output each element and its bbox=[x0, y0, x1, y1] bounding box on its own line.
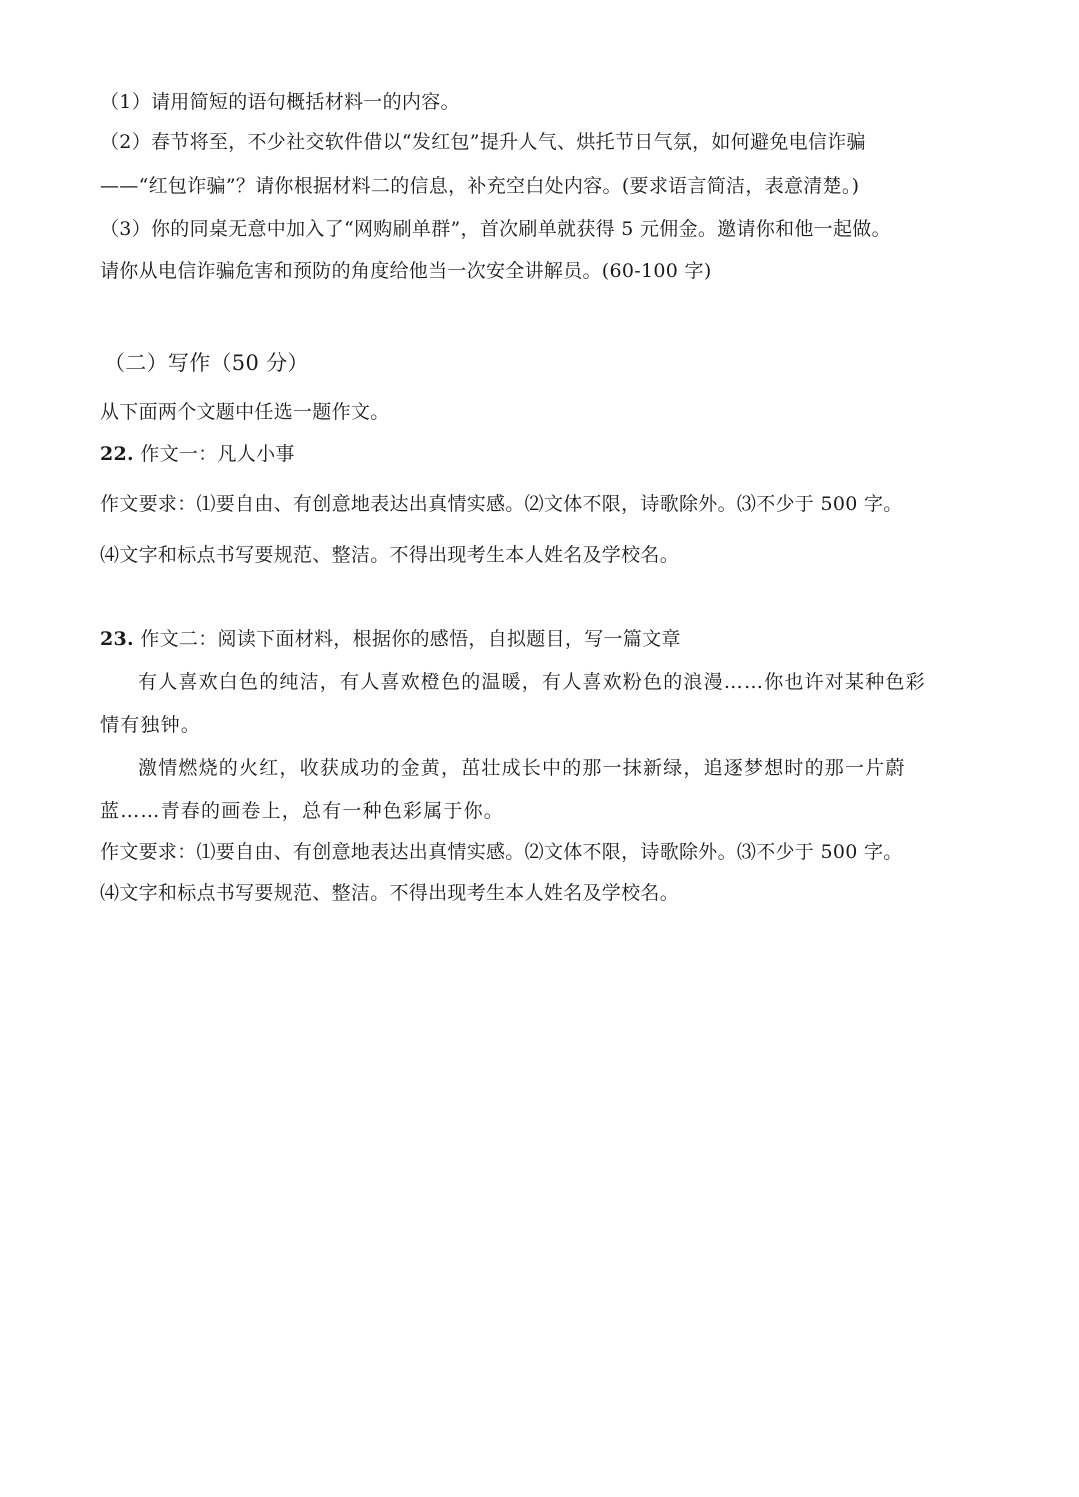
essay-2-number: 23. bbox=[100, 628, 134, 650]
writing-section-heading: （二）写作（50 分） bbox=[104, 351, 309, 375]
essay-1-title bbox=[100, 440, 295, 468]
essay-1-requirements-line-2: ⑷文字和标点书写要规范、整洁。不得出现考生本人姓名及学校名。 bbox=[100, 544, 680, 566]
question-3-line-2: 请你从电信诈骗危害和预防的角度给他当一次安全讲解员。(60-100 字) bbox=[100, 260, 712, 282]
essay-2-material-p1-line-1: 有人喜欢白色的纯洁，有人喜欢橙色的温暖，有人喜欢粉色的浪漫……你也许对某种色彩 bbox=[138, 671, 926, 693]
essay-2-material-p1-line-2: 情有独钟。 bbox=[100, 714, 202, 736]
question-2-line-2: ——“红包诈骗”？请你根据材料二的信息，补充空白处内容。(要求语言简洁，表意清楚。) bbox=[100, 175, 860, 197]
essay-2-requirements-line-2: ⑷文字和标点书写要规范、整洁。不得出现考生本人姓名及学校名。 bbox=[100, 882, 680, 904]
essay-1-requirements-line-1: 作文要求：⑴要自由、有创意地表达出真情实感。⑵文体不限，诗歌除外。⑶不少于 500 字。 bbox=[100, 493, 903, 515]
essay-2-material-p2-line-2: 蓝……青春的画卷上，总有一种色彩属于你。 bbox=[100, 800, 505, 822]
question-2-line-1: （2）春节将至，不少社交软件借以“发红包”提升人气、烘托节日气氛，如何避免电信诈骗 bbox=[100, 131, 866, 153]
essay-2-title-text: 作文二：阅读下面材料，根据你的感悟，自拟题目，写一篇文章 bbox=[133, 628, 681, 650]
essay-1-number: 22. bbox=[100, 443, 134, 465]
essay-2-requirements-line-1: 作文要求：⑴要自由、有创意地表达出真情实感。⑵文体不限，诗歌除外。⑶不少于 500 字。 bbox=[100, 841, 903, 863]
essay-2-material-p2-line-1: 激情燃烧的火红，收获成功的金黄，茁壮成长中的那一抹新绿，追逐梦想时的那一片蔚 bbox=[138, 757, 906, 779]
question-1: （1）请用简短的语句概括材料一的内容。 bbox=[100, 91, 460, 113]
essay-2-title bbox=[100, 625, 681, 653]
question-3-line-1: （3）你的同桌无意中加入了“网购刷单群”，首次刷单就获得 5 元佣金。邀请你和他一起做。 bbox=[100, 218, 891, 240]
essay-1-title-text: 作文一：凡人小事 bbox=[133, 443, 295, 465]
writing-instruction: 从下面两个文题中任选一题作文。 bbox=[100, 401, 390, 423]
